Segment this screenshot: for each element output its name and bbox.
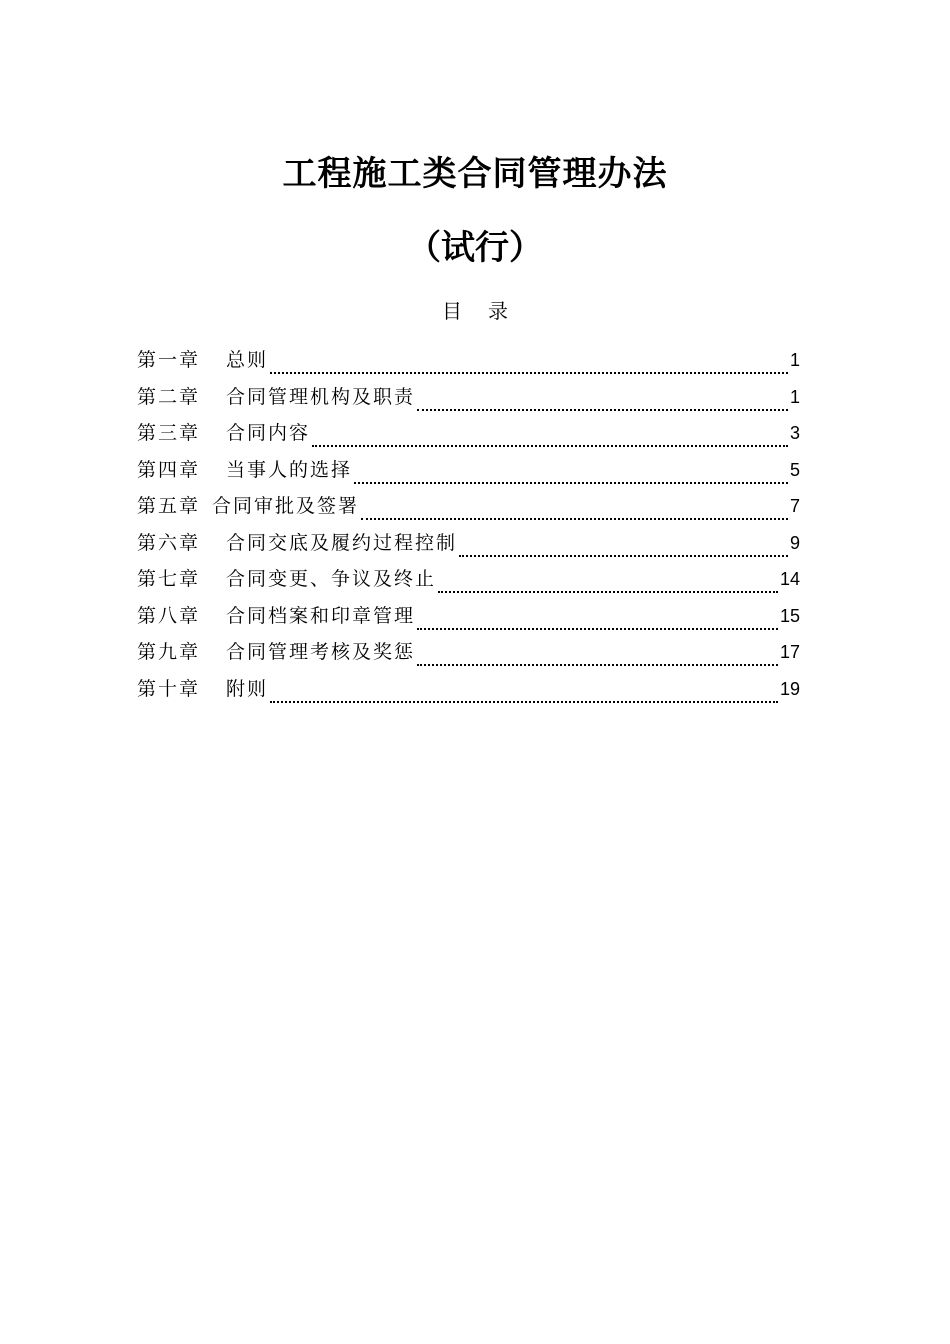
toc-page-number: 5 — [789, 459, 800, 480]
toc-entry[interactable] — [137, 381, 800, 418]
table-of-contents — [137, 344, 800, 709]
toc-dot-leader — [417, 395, 788, 415]
toc-page-number: 17 — [779, 642, 800, 662]
toc-page-number: 1 — [789, 386, 800, 407]
document-title: 工程施工类合同管理办法 — [282, 154, 668, 194]
toc-chapter-title: 合同管理机构及职责 — [226, 385, 416, 408]
toc-entry[interactable] — [137, 454, 800, 491]
toc-dot-leader — [270, 687, 778, 707]
toc-entry[interactable] — [137, 636, 800, 673]
toc-page-number: 14 — [779, 569, 800, 589]
toc-chapter-number: 第一章 — [137, 349, 201, 371]
toc-chapter-number: 第九章 — [137, 641, 201, 663]
toc-page-number: 3 — [789, 423, 800, 443]
toc-entry[interactable] — [137, 417, 800, 454]
toc-chapter-title: 合同内容 — [226, 422, 311, 444]
document-subtitle: （试行） — [407, 228, 543, 268]
toc-chapter-title: 合同审批及签署 — [212, 495, 360, 517]
toc-chapter-number: 第六章 — [137, 531, 201, 554]
toc-dot-leader — [361, 504, 788, 524]
toc-entry[interactable] — [137, 490, 800, 527]
toc-entry[interactable] — [137, 600, 800, 637]
toc-heading: 目录 — [442, 299, 534, 323]
toc-chapter-number: 第十章 — [137, 677, 201, 700]
toc-chapter-number: 第三章 — [137, 422, 201, 444]
toc-chapter-title: 附则 — [226, 677, 269, 700]
toc-page-number: 15 — [779, 605, 800, 626]
toc-chapter-title: 合同交底及履约过程控制 — [226, 531, 458, 554]
toc-chapter-number: 第八章 — [137, 604, 201, 627]
toc-page-number: 9 — [789, 532, 800, 553]
toc-dot-leader — [270, 358, 788, 378]
toc-dot-leader — [417, 614, 778, 634]
toc-chapter-number: 第二章 — [137, 385, 201, 408]
toc-page-number: 7 — [789, 496, 800, 516]
toc-chapter-number: 第七章 — [137, 568, 201, 590]
toc-chapter-title: 总则 — [226, 349, 269, 371]
toc-dot-leader — [312, 431, 788, 451]
toc-dot-leader — [354, 468, 788, 488]
toc-dot-leader — [459, 541, 788, 561]
toc-entry[interactable] — [137, 563, 800, 600]
toc-dot-leader — [417, 650, 778, 670]
toc-chapter-title: 合同管理考核及奖惩 — [226, 641, 416, 663]
toc-entry[interactable] — [137, 527, 800, 564]
toc-chapter-number: 第四章 — [137, 458, 201, 481]
toc-chapter-title: 合同档案和印章管理 — [226, 604, 416, 627]
toc-entry[interactable] — [137, 673, 800, 710]
toc-page-number: 1 — [789, 350, 800, 370]
toc-entry[interactable] — [137, 344, 800, 381]
toc-chapter-number: 第五章 — [137, 495, 201, 517]
toc-chapter-title: 合同变更、争议及终止 — [226, 568, 437, 590]
toc-page-number: 19 — [779, 678, 800, 699]
toc-dot-leader — [438, 577, 778, 597]
toc-chapter-title: 当事人的选择 — [226, 458, 353, 481]
